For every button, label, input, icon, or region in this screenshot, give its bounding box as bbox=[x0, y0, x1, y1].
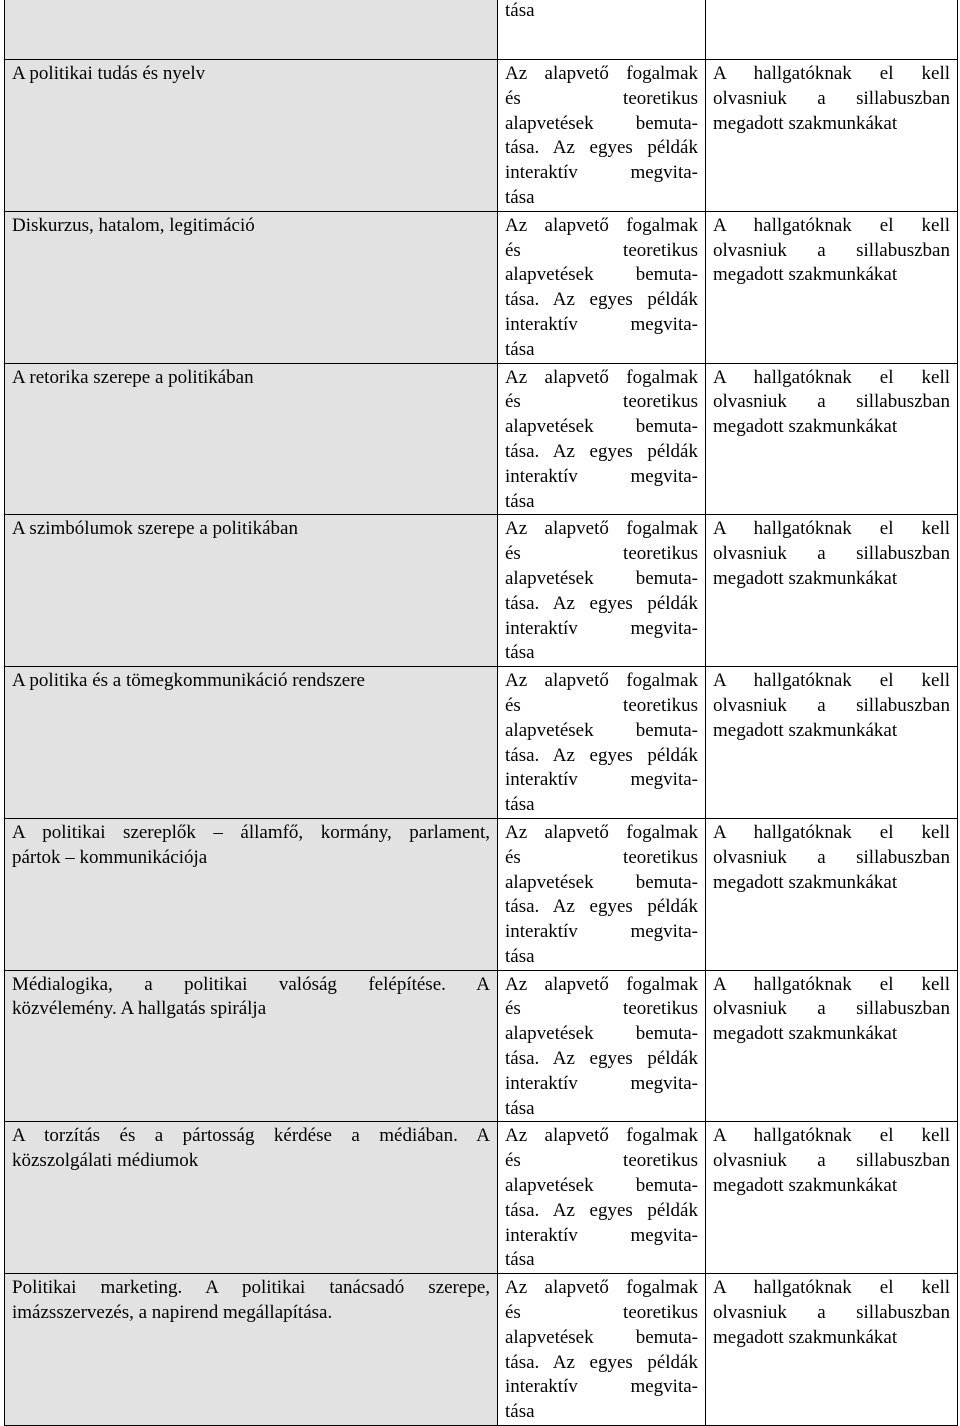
topic-cell bbox=[5, 60, 498, 212]
method-line: tása. Az egyes példák bbox=[505, 592, 698, 614]
topic-line: közvélemény. A hallgatás spirálja bbox=[12, 998, 267, 1020]
method-line: alapvetések bemuta- bbox=[505, 264, 698, 286]
reading-line: A hallgatóknak el kell bbox=[713, 973, 950, 995]
method-cell bbox=[498, 60, 706, 212]
method-cell bbox=[498, 970, 706, 1122]
method-line: Az alapvető fogalmak bbox=[505, 63, 698, 84]
reading-line: megadott szakmunkákat bbox=[713, 1326, 898, 1348]
method-line: alapvetések bemuta- bbox=[505, 416, 698, 438]
reading-line: A hallgatóknak el kell bbox=[713, 366, 950, 388]
reading-line: A hallgatóknak el kell bbox=[713, 63, 950, 84]
method-line: tása bbox=[505, 1249, 535, 1271]
method-cell bbox=[498, 363, 706, 515]
method-cell bbox=[498, 1274, 706, 1426]
method-line: és teoretikus bbox=[505, 998, 698, 1020]
method-line: tása bbox=[505, 945, 535, 967]
method-line: alapvetések bemuta- bbox=[505, 1326, 698, 1348]
method-line: tása. Az egyes példák bbox=[505, 1048, 698, 1070]
reading-line: olvasniuk a sillabuszban bbox=[713, 694, 950, 716]
method-line: és teoretikus bbox=[505, 694, 698, 716]
reading-line: A hallgatóknak el kell bbox=[713, 214, 950, 236]
method-line: Az alapvető fogalmak bbox=[505, 214, 698, 236]
method-line: tása bbox=[505, 490, 535, 512]
method-line: Az alapvető fogalmak bbox=[505, 670, 698, 692]
method-line: tása bbox=[505, 186, 535, 208]
method-cell bbox=[498, 515, 706, 667]
method-line: interaktív megvita- bbox=[505, 1224, 698, 1246]
reading-cell bbox=[706, 818, 958, 970]
topic-line: A politikai szereplők – államfő, kormány, parlament, bbox=[12, 821, 490, 843]
table-row bbox=[5, 60, 958, 212]
method-line: interaktív megvita- bbox=[505, 617, 698, 639]
method-line: tása. Az egyes példák bbox=[505, 440, 698, 462]
method-cell bbox=[498, 0, 706, 60]
topic-cell bbox=[5, 211, 498, 363]
reading-line: A hallgatóknak el kell bbox=[713, 518, 950, 540]
table-row bbox=[5, 1274, 958, 1426]
method-line: tása bbox=[505, 1401, 535, 1423]
reading-line: olvasniuk a sillabuszban bbox=[713, 998, 950, 1020]
method-line: Az alapvető fogalmak bbox=[505, 1277, 698, 1299]
reading-cell bbox=[706, 60, 958, 212]
reading-line: olvasniuk a sillabuszban bbox=[713, 846, 950, 868]
topic-cell bbox=[5, 970, 498, 1122]
reading-cell bbox=[706, 970, 958, 1122]
reading-line: megadott szakmunkákat bbox=[713, 567, 898, 589]
reading-cell-empty bbox=[706, 0, 958, 60]
method-cell bbox=[498, 211, 706, 363]
method-line: és teoretikus bbox=[505, 543, 698, 565]
syllabus-table-body bbox=[5, 0, 958, 1426]
method-line: tása. Az egyes példák bbox=[505, 137, 698, 159]
method-line: interaktív megvita- bbox=[505, 1376, 698, 1398]
reading-cell bbox=[706, 515, 958, 667]
reading-line: A hallgatóknak el kell bbox=[713, 1277, 950, 1299]
reading-line: megadott szakmunkákat bbox=[713, 416, 898, 438]
method-line: és teoretikus bbox=[505, 87, 698, 109]
method-line: tása bbox=[505, 1097, 535, 1119]
method-line: tása bbox=[505, 794, 535, 816]
topic-line: imázsszervezés, a napirend megállapítása. bbox=[12, 1302, 333, 1324]
method-line: és teoretikus bbox=[505, 846, 698, 868]
method-line: interaktív megvita- bbox=[505, 313, 698, 335]
method-line: alapvetések bemuta- bbox=[505, 1023, 698, 1045]
reading-line: olvasniuk a sillabuszban bbox=[713, 1150, 950, 1172]
method-line: és teoretikus bbox=[505, 391, 698, 413]
reading-line: megadott szakmunkákat bbox=[713, 112, 898, 134]
method-line: Az alapvető fogalmak bbox=[505, 821, 698, 843]
topic-line: Politikai marketing. A politikai tanácsadó szerepe, bbox=[12, 1277, 490, 1299]
reading-line: olvasniuk a sillabuszban bbox=[713, 391, 950, 413]
topic-cell bbox=[5, 363, 498, 515]
method-cell bbox=[498, 667, 706, 819]
method-line: alapvetések bemuta- bbox=[505, 719, 698, 741]
table-row bbox=[5, 1122, 958, 1274]
topic-cell bbox=[5, 1122, 498, 1274]
method-line: tása. Az egyes példák bbox=[505, 744, 698, 766]
method-line: alapvetések bemuta- bbox=[505, 567, 698, 589]
topic-line: A torzítás és a pártosság kérdése a médiában. A bbox=[12, 1125, 490, 1147]
method-line: Az alapvető fogalmak bbox=[505, 1125, 698, 1147]
reading-line: A hallgatóknak el kell bbox=[713, 670, 950, 692]
topic-line: Diskurzus, hatalom, legitimáció bbox=[12, 214, 255, 236]
method-line: Az alapvető fogalmak bbox=[505, 518, 698, 540]
table-row bbox=[5, 515, 958, 667]
reading-line: megadott szakmunkákat bbox=[713, 264, 898, 286]
reading-line: olvasniuk a sillabuszban bbox=[713, 87, 950, 109]
table-row-continued bbox=[5, 0, 958, 60]
table-row bbox=[5, 667, 958, 819]
reading-cell bbox=[706, 211, 958, 363]
method-line: alapvetések bemuta- bbox=[505, 112, 698, 134]
method-cell bbox=[498, 1122, 706, 1274]
method-line: és teoretikus bbox=[505, 239, 698, 261]
syllabus-table bbox=[4, 0, 958, 1426]
method-line: interaktív megvita- bbox=[505, 769, 698, 791]
topic-line: pártok – kommunikációja bbox=[12, 846, 208, 868]
topic-cell bbox=[5, 515, 498, 667]
method-line: alapvetések bemuta- bbox=[505, 871, 698, 893]
method-line: interaktív megvita- bbox=[505, 465, 698, 487]
reading-cell bbox=[706, 667, 958, 819]
table-row bbox=[5, 970, 958, 1122]
reading-cell bbox=[706, 1274, 958, 1426]
reading-line: megadott szakmunkákat bbox=[713, 1175, 898, 1197]
method-line: interaktív megvita- bbox=[505, 162, 698, 184]
reading-line: A hallgatóknak el kell bbox=[713, 1125, 950, 1147]
topic-line: Médialogika, a politikai valóság felépítése. A bbox=[12, 973, 490, 995]
method-line: tása bbox=[505, 0, 535, 21]
method-line: tása. Az egyes példák bbox=[505, 1351, 698, 1373]
topic-line: A szimbólumok szerepe a politikában bbox=[12, 518, 298, 540]
method-line: Az alapvető fogalmak bbox=[505, 366, 698, 388]
method-line: tása bbox=[505, 642, 535, 664]
method-line: tása. Az egyes példák bbox=[505, 289, 698, 311]
topic-line: A politikai tudás és nyelv bbox=[12, 63, 206, 84]
topic-cell bbox=[5, 1274, 498, 1426]
reading-line: megadott szakmunkákat bbox=[713, 871, 898, 893]
topic-line: közszolgálati médiumok bbox=[12, 1150, 199, 1172]
reading-line: megadott szakmunkákat bbox=[713, 719, 898, 741]
reading-line: olvasniuk a sillabuszban bbox=[713, 543, 950, 565]
method-cell bbox=[498, 818, 706, 970]
method-line: interaktív megvita- bbox=[505, 1072, 698, 1094]
reading-line: olvasniuk a sillabuszban bbox=[713, 239, 950, 261]
method-line: tása bbox=[505, 338, 535, 360]
reading-cell bbox=[706, 1122, 958, 1274]
reading-line: A hallgatóknak el kell bbox=[713, 821, 950, 843]
method-line: és teoretikus bbox=[505, 1302, 698, 1324]
method-line: tása. Az egyes példák bbox=[505, 896, 698, 918]
table-row bbox=[5, 363, 958, 515]
reading-line: olvasniuk a sillabuszban bbox=[713, 1302, 950, 1324]
method-line: Az alapvető fogalmak bbox=[505, 973, 698, 995]
topic-cell-empty bbox=[5, 0, 498, 60]
method-line: és teoretikus bbox=[505, 1150, 698, 1172]
reading-line: megadott szakmunkákat bbox=[713, 1023, 898, 1045]
method-line: interaktív megvita- bbox=[505, 921, 698, 943]
table-row bbox=[5, 211, 958, 363]
reading-cell bbox=[706, 363, 958, 515]
topic-line: A politika és a tömegkommunikáció rendszere bbox=[12, 670, 365, 692]
table-row bbox=[5, 818, 958, 970]
method-line: alapvetések bemuta- bbox=[505, 1175, 698, 1197]
topic-line: A retorika szerepe a politikában bbox=[12, 366, 254, 388]
method-line: tása. Az egyes példák bbox=[505, 1199, 698, 1221]
topic-cell bbox=[5, 667, 498, 819]
topic-cell bbox=[5, 818, 498, 970]
